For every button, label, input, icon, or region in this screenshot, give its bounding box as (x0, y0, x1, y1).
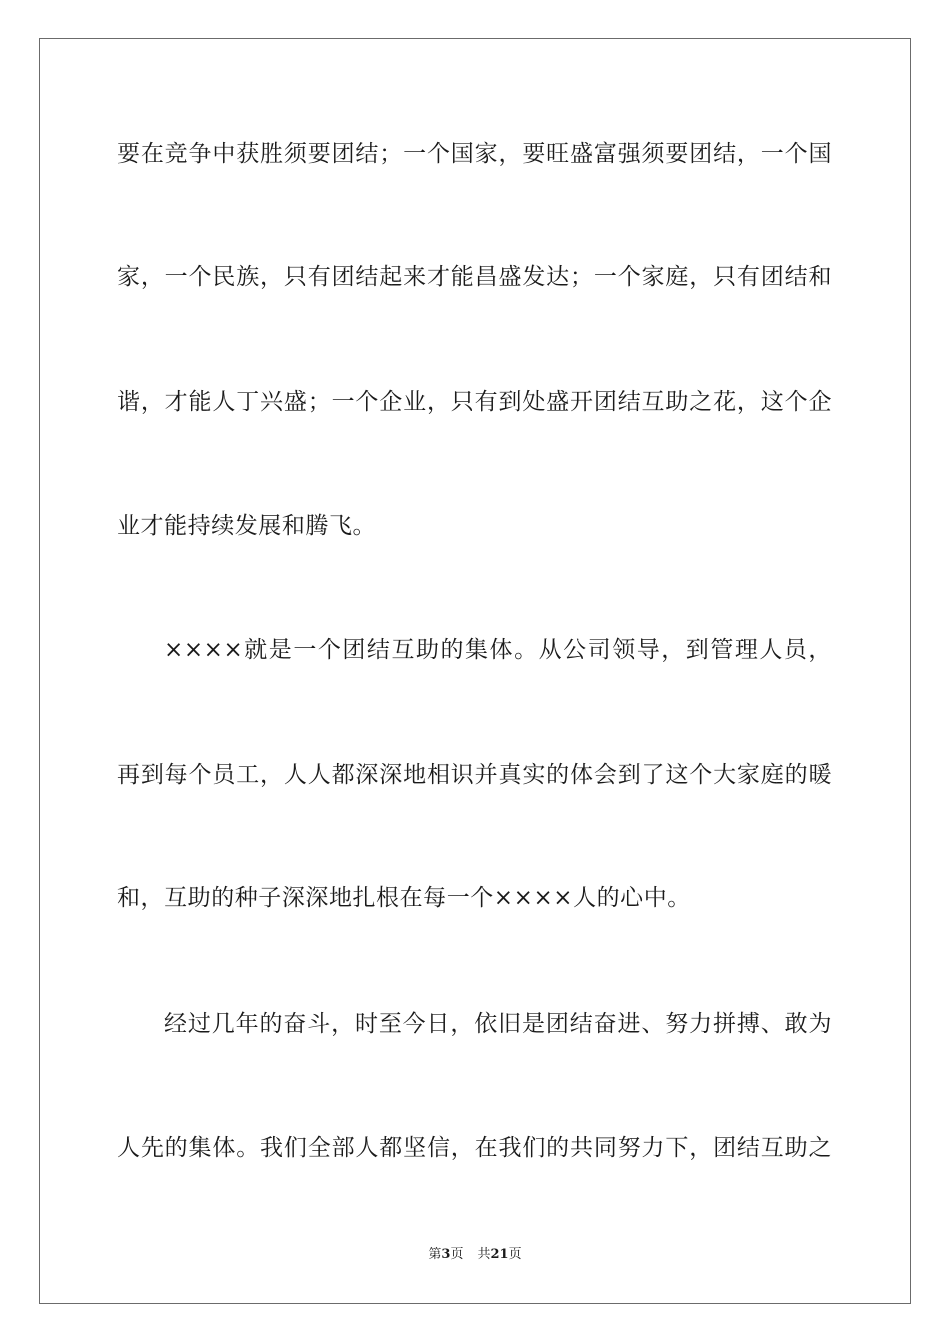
text-line-1: 要在竞争中获胜须要团结；一个国家，要旺盛富强须要团结，一个国 (117, 141, 832, 167)
footer-total-suffix: 页 (508, 1247, 522, 1262)
text-line-9: 人先的集体。我们全部人都坚信，在我们的共同努力下，团结互助之 (117, 1135, 832, 1161)
footer-page-number: 3 (441, 1247, 451, 1262)
text-line-6: 再到每个员工，人人都深深地相识并真实的体会到了这个大家庭的暖 (117, 762, 832, 788)
text-line-4: 业才能持续发展和腾飞。 (117, 513, 377, 539)
footer-total-prefix: 共 (477, 1247, 491, 1262)
footer-total-pages: 21 (490, 1247, 509, 1262)
text-line-8: 经过几年的奋斗，时至今日，依旧是团结奋进、努力拼搏、敢为 (164, 1011, 832, 1037)
page-footer (0, 1246, 950, 1264)
text-line-7: 和，互助的种子深深地扎根在每一个××××人的心中。 (117, 885, 691, 911)
text-line-2: 家，一个民族，只有团结起来才能昌盛发达；一个家庭，只有团结和 (117, 264, 832, 290)
text-line-3: 谐，才能人丁兴盛；一个企业，只有到处盛开团结互助之花，这个企 (117, 389, 832, 415)
page-border (39, 38, 911, 1304)
text-line-5: ××××就是一个团结互助的集体。从公司领导，到管理人员， (164, 637, 832, 663)
footer-page-suffix: 页 (450, 1247, 464, 1262)
footer-page-prefix: 第 (428, 1247, 442, 1262)
